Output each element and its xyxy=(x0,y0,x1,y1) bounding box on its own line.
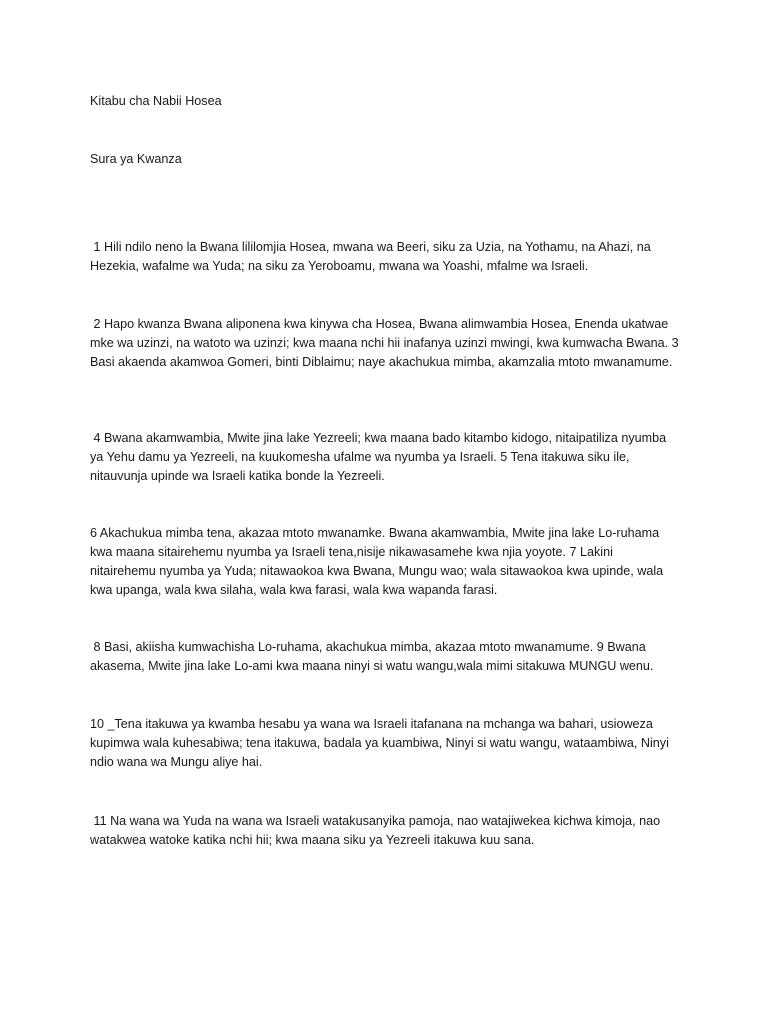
paragraph-verse-8-9: 8 Basi, akiisha kumwachisha Lo-ruhama, akachukua mimba, akazaa mtoto mwanamume. 9 Bwana akasema, Mwite jina lake Lo-ami kwa maana ninyi si watu wangu,wala mimi sitakuwa MUNGU wenu. xyxy=(90,640,654,673)
paragraph-verse-1: 1 Hili ndilo neno la Bwana lililomjia Hosea, mwana wa Beeri, siku za Uzia, na Yothamu, na Ahazi, na Hezekia, wafalme wa Yuda; na siku za Yeroboamu, mwana wa Yoashi, mfalme wa Israeli. xyxy=(90,240,655,273)
document-title: Kitabu cha Nabii Hosea xyxy=(90,94,222,108)
paragraph-verse-11: 11 Na wana wa Yuda na wana wa Israeli watakusanyika pamoja, nao watajiwekea kichwa kimoja, nao watakwea watoke katika nchi hii; kwa maana siku ya Yezreeli itakuwa kuu sana. xyxy=(90,814,664,847)
paragraph-verse-6-7: 6 Akachukua mimba tena, akazaa mtoto mwanamke. Bwana akamwambia, Mwite jina lake Lo-ruhama kwa maana sitairehemu nyumba ya Israeli tena,nisije nikawasamehe kwa njia yoyote. 7 Lakini nitairehemu nyumba ya Yuda; nitawaokoa kwa Bwana, Mungu wao; wala sitawaokoa kwa upinde, wala kwa upanga, wala kwa silaha, wala kwa farasi, wala kwa wapanda farasi. xyxy=(90,526,667,597)
paragraph-verse-4-5: 4 Bwana akamwambia, Mwite jina lake Yezreeli; kwa maana bado kitambo kidogo, nitaipatiliza nyumba ya Yehu damu ya Yezreeli, na kuukomesha ufalme wa nyumba ya Israeli. 5 Tena itakuwa siku ile, nitauvunja upinde wa Israeli katika bonde la Yezreeli. xyxy=(90,431,670,483)
paragraph-verse-10: 10 _Tena itakuwa ya kwamba hesabu ya wana wa Israeli itafanana na mchanga wa bahari, usioweza kupimwa wala kuhesabiwa; tena itakuwa, badala ya kuambiwa, Ninyi si watu wangu, wataambiwa, Ninyi ndio wana wa Mungu aliye hai. xyxy=(90,717,673,769)
paragraph-verse-2-3: 2 Hapo kwanza Bwana aliponena kwa kinywa cha Hosea, Bwana alimwambia Hosea, Enenda ukatwae mke wa uzinzi, na watoto wa uzinzi; kwa maana nchi hii inafanya uzinzi mwingi, kwa kumwacha Bwana. 3 Basi akaenda akamwoa Gomeri, binti Diblaimu; naye akachukua mimba, akamzalia mtoto mwanamume. xyxy=(90,317,683,369)
chapter-heading: Sura ya Kwanza xyxy=(90,152,182,166)
